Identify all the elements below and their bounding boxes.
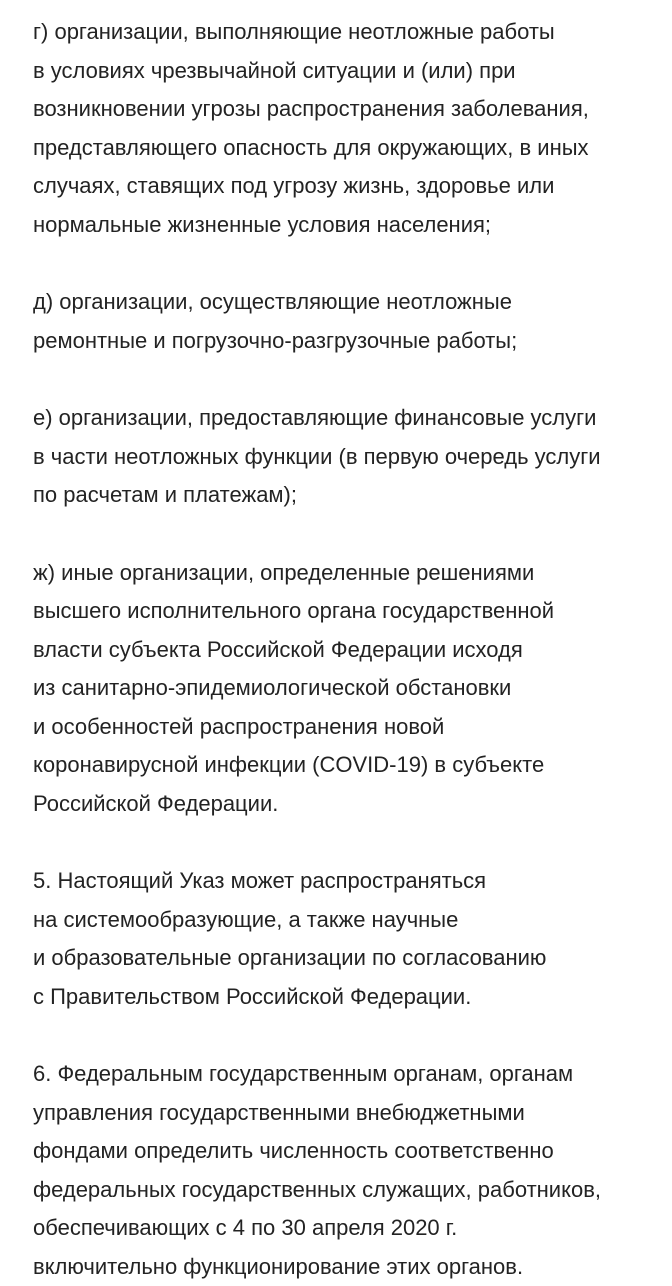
- text-line: в условиях чрезвычайной ситуации и (или) при: [33, 52, 663, 91]
- text-line: в части неотложных функции (в первую очередь услуги: [33, 438, 663, 477]
- text-line: обеспечивающих с 4 по 30 апреля 2020 г.: [33, 1209, 663, 1248]
- text-line: с Правительством Российской Федерации.: [33, 978, 663, 1017]
- text-line: высшего исполнительного органа государственной: [33, 592, 663, 631]
- text-line: случаях, ставящих под угрозу жизнь, здоровье или: [33, 167, 663, 206]
- text-line: и образовательные организации по согласованию: [33, 939, 663, 978]
- text-line: д) организации, осуществляющие неотложные: [33, 283, 663, 322]
- paragraph-clause-6: [33, 1055, 663, 1286]
- text-line: ремонтные и погрузочно-разгрузочные работы;: [33, 322, 663, 361]
- text-line: Российской Федерации.: [33, 785, 663, 824]
- text-line: г) организации, выполняющие неотложные работы: [33, 13, 663, 52]
- text-line: ж) иные организации, определенные решениями: [33, 554, 663, 593]
- text-line: фондами определить численность соответственно: [33, 1132, 663, 1171]
- document-body: [33, 13, 663, 1286]
- text-line: на системообразующие, а также научные: [33, 901, 663, 940]
- text-line: возникновении угрозы распространения заболевания,: [33, 90, 663, 129]
- text-line: по расчетам и платежам);: [33, 476, 663, 515]
- paragraph-item-g: [33, 13, 663, 244]
- text-line: нормальные жизненные условия населения;: [33, 206, 663, 245]
- text-line: представляющего опасность для окружающих, в иных: [33, 129, 663, 168]
- paragraph-item-zh: [33, 554, 663, 824]
- text-line: власти субъекта Российской Федерации исходя: [33, 631, 663, 670]
- text-line: 6. Федеральным государственным органам, органам: [33, 1055, 663, 1094]
- text-line: е) организации, предоставляющие финансовые услуги: [33, 399, 663, 438]
- paragraph-clause-5: [33, 862, 663, 1016]
- text-line: федеральных государственных служащих, работников,: [33, 1171, 663, 1210]
- text-line: коронавирусной инфекции (COVID-19) в субъекте: [33, 746, 663, 785]
- paragraph-item-e: [33, 399, 663, 515]
- text-line: из санитарно-эпидемиологической обстановки: [33, 669, 663, 708]
- text-line: включительно функционирование этих органов.: [33, 1248, 663, 1286]
- text-line: управления государственными внебюджетными: [33, 1094, 663, 1133]
- text-line: 5. Настоящий Указ может распространяться: [33, 862, 663, 901]
- paragraph-item-d: [33, 283, 663, 360]
- text-line: и особенностей распространения новой: [33, 708, 663, 747]
